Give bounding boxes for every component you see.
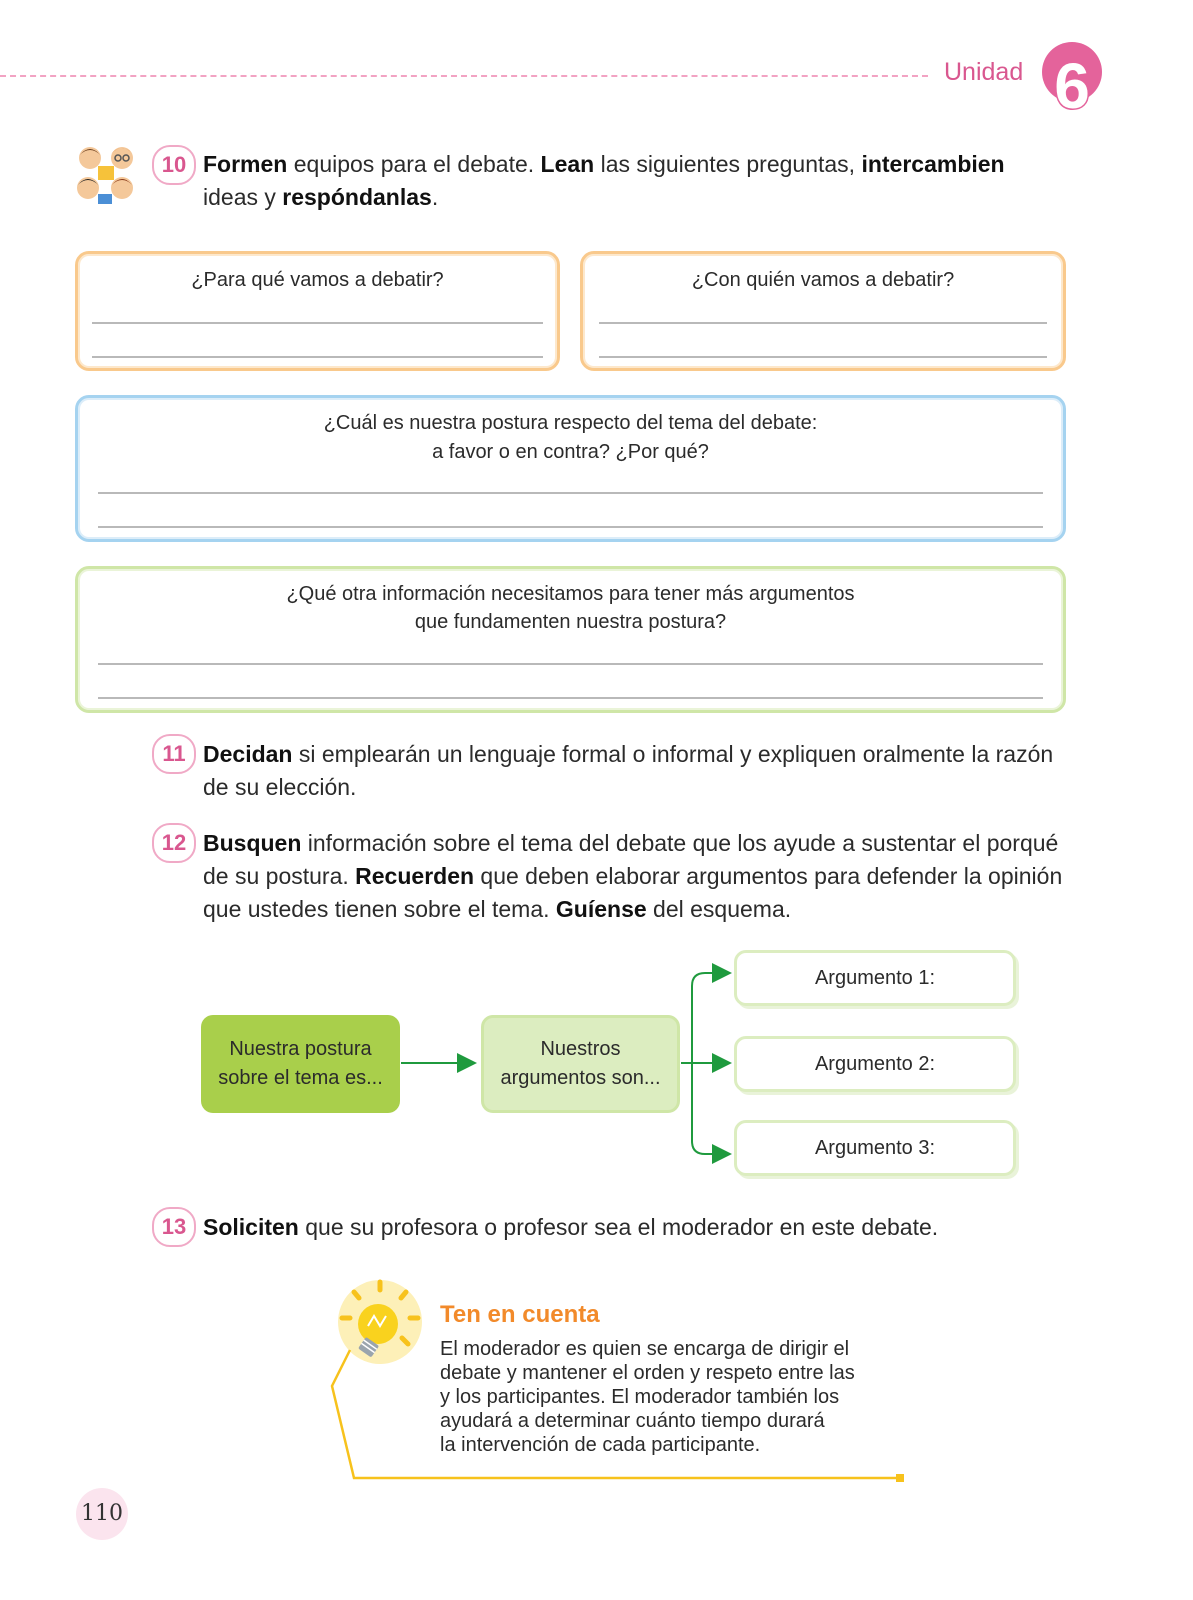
instruction-verb: Recuerden [355,863,475,889]
unit-number: 6 [1054,50,1090,116]
instruction-verb: Busquen [203,830,302,856]
answer-line[interactable] [98,697,1043,699]
argument-2-label: Argumento 2: [814,1052,936,1075]
answer-line[interactable] [98,663,1043,665]
question-box-opponent [580,251,1066,371]
instruction-verb: respóndanlas [282,184,432,210]
tip-line: El moderador es quien se encarga de dirigir el [440,1338,850,1360]
question-purpose: ¿Para qué vamos a debatir? [191,269,444,291]
argument-1-label: Argumento 1: [814,966,936,989]
instruction-verb: Decidan [203,741,293,767]
instruction-verb: intercambien [861,151,1005,177]
activity-11-instruction: Decidan si emplearán un lenguaje formal o informal y expliquen oralmente la razón de su elección. [203,741,1054,800]
activity-number-12: 12 [152,823,196,863]
answer-line[interactable] [599,356,1047,358]
activity-13-instruction: Soliciten que su profesora o profesor sea el moderador en este debate. [203,1214,939,1240]
instruction-verb: Soliciten [203,1214,299,1240]
tip-title: Ten en cuenta [440,1301,600,1328]
answer-line[interactable] [92,322,543,324]
diagram-arguments-line2: argumentos son... [500,1067,661,1089]
diagram-arrows [395,960,740,1170]
argument-2-box[interactable] [734,1036,1016,1092]
instruction-verb: Lean [540,151,595,177]
page-number: 110 [76,1488,128,1540]
instruction-verb: Guíense [555,896,647,922]
question-opponent: ¿Con quién vamos a debatir? [691,269,955,291]
diagram-stance-box [201,1015,400,1113]
answer-line[interactable] [98,526,1043,528]
question-box-purpose [75,251,560,371]
argument-3-label: Argumento 3: [814,1136,936,1159]
answer-line[interactable] [599,322,1047,324]
answer-line[interactable] [92,356,543,358]
activity-number-11: 11 [152,734,196,774]
question-information-line2: que fundamenten nuestra postura? [414,611,727,633]
activity-10-instruction: Formen equipos para el debate. Lean las siguientes preguntas, intercambien ideas y respóndanlas. [203,151,1005,210]
question-stance-line1: ¿Cuál es nuestra postura respecto del tema del debate: [323,412,818,434]
tip-line: y los participantes. El moderador también los [440,1386,840,1408]
question-information-line1: ¿Qué otra información necesitamos para tener más argumentos [286,583,855,605]
instruction-verb: Formen [203,151,288,177]
answer-line[interactable] [98,492,1043,494]
diagram-stance-line2: sobre el tema es... [218,1067,383,1089]
tip-body [440,1337,910,1457]
question-box-stance [75,395,1066,542]
unit-number-badge [1040,36,1104,116]
activity-number-13: 13 [152,1207,196,1247]
question-stance-line2: a favor o en contra? ¿Por qué? [432,441,709,463]
diagram-arguments-line1: Nuestros [540,1038,621,1060]
unit-label: Unidad [944,58,1024,86]
team-kids-icon [72,142,140,206]
tip-line: ayudará a determinar cuánto tiempo durará [440,1410,825,1432]
argument-3-box[interactable] [734,1120,1016,1176]
argument-1-box[interactable] [734,950,1016,1006]
diagram-stance-line1: Nuestra postura [229,1038,372,1060]
tip-line: la intervención de cada participante. [440,1434,761,1456]
activity-12-instruction: Busquen información sobre el tema del debate que los ayude a sustentar el porqué de su postura. Recuerden que deben elaborar argumentos para defender la opinión que ustedes tienen sobre el tema. Guíense del esquema. [203,830,1063,922]
tip-line: debate y mantener el orden y respeto entre las [440,1362,855,1384]
question-box-information [75,566,1066,713]
activity-number-10: 10 [152,145,196,185]
header-dashed-line [0,75,928,77]
